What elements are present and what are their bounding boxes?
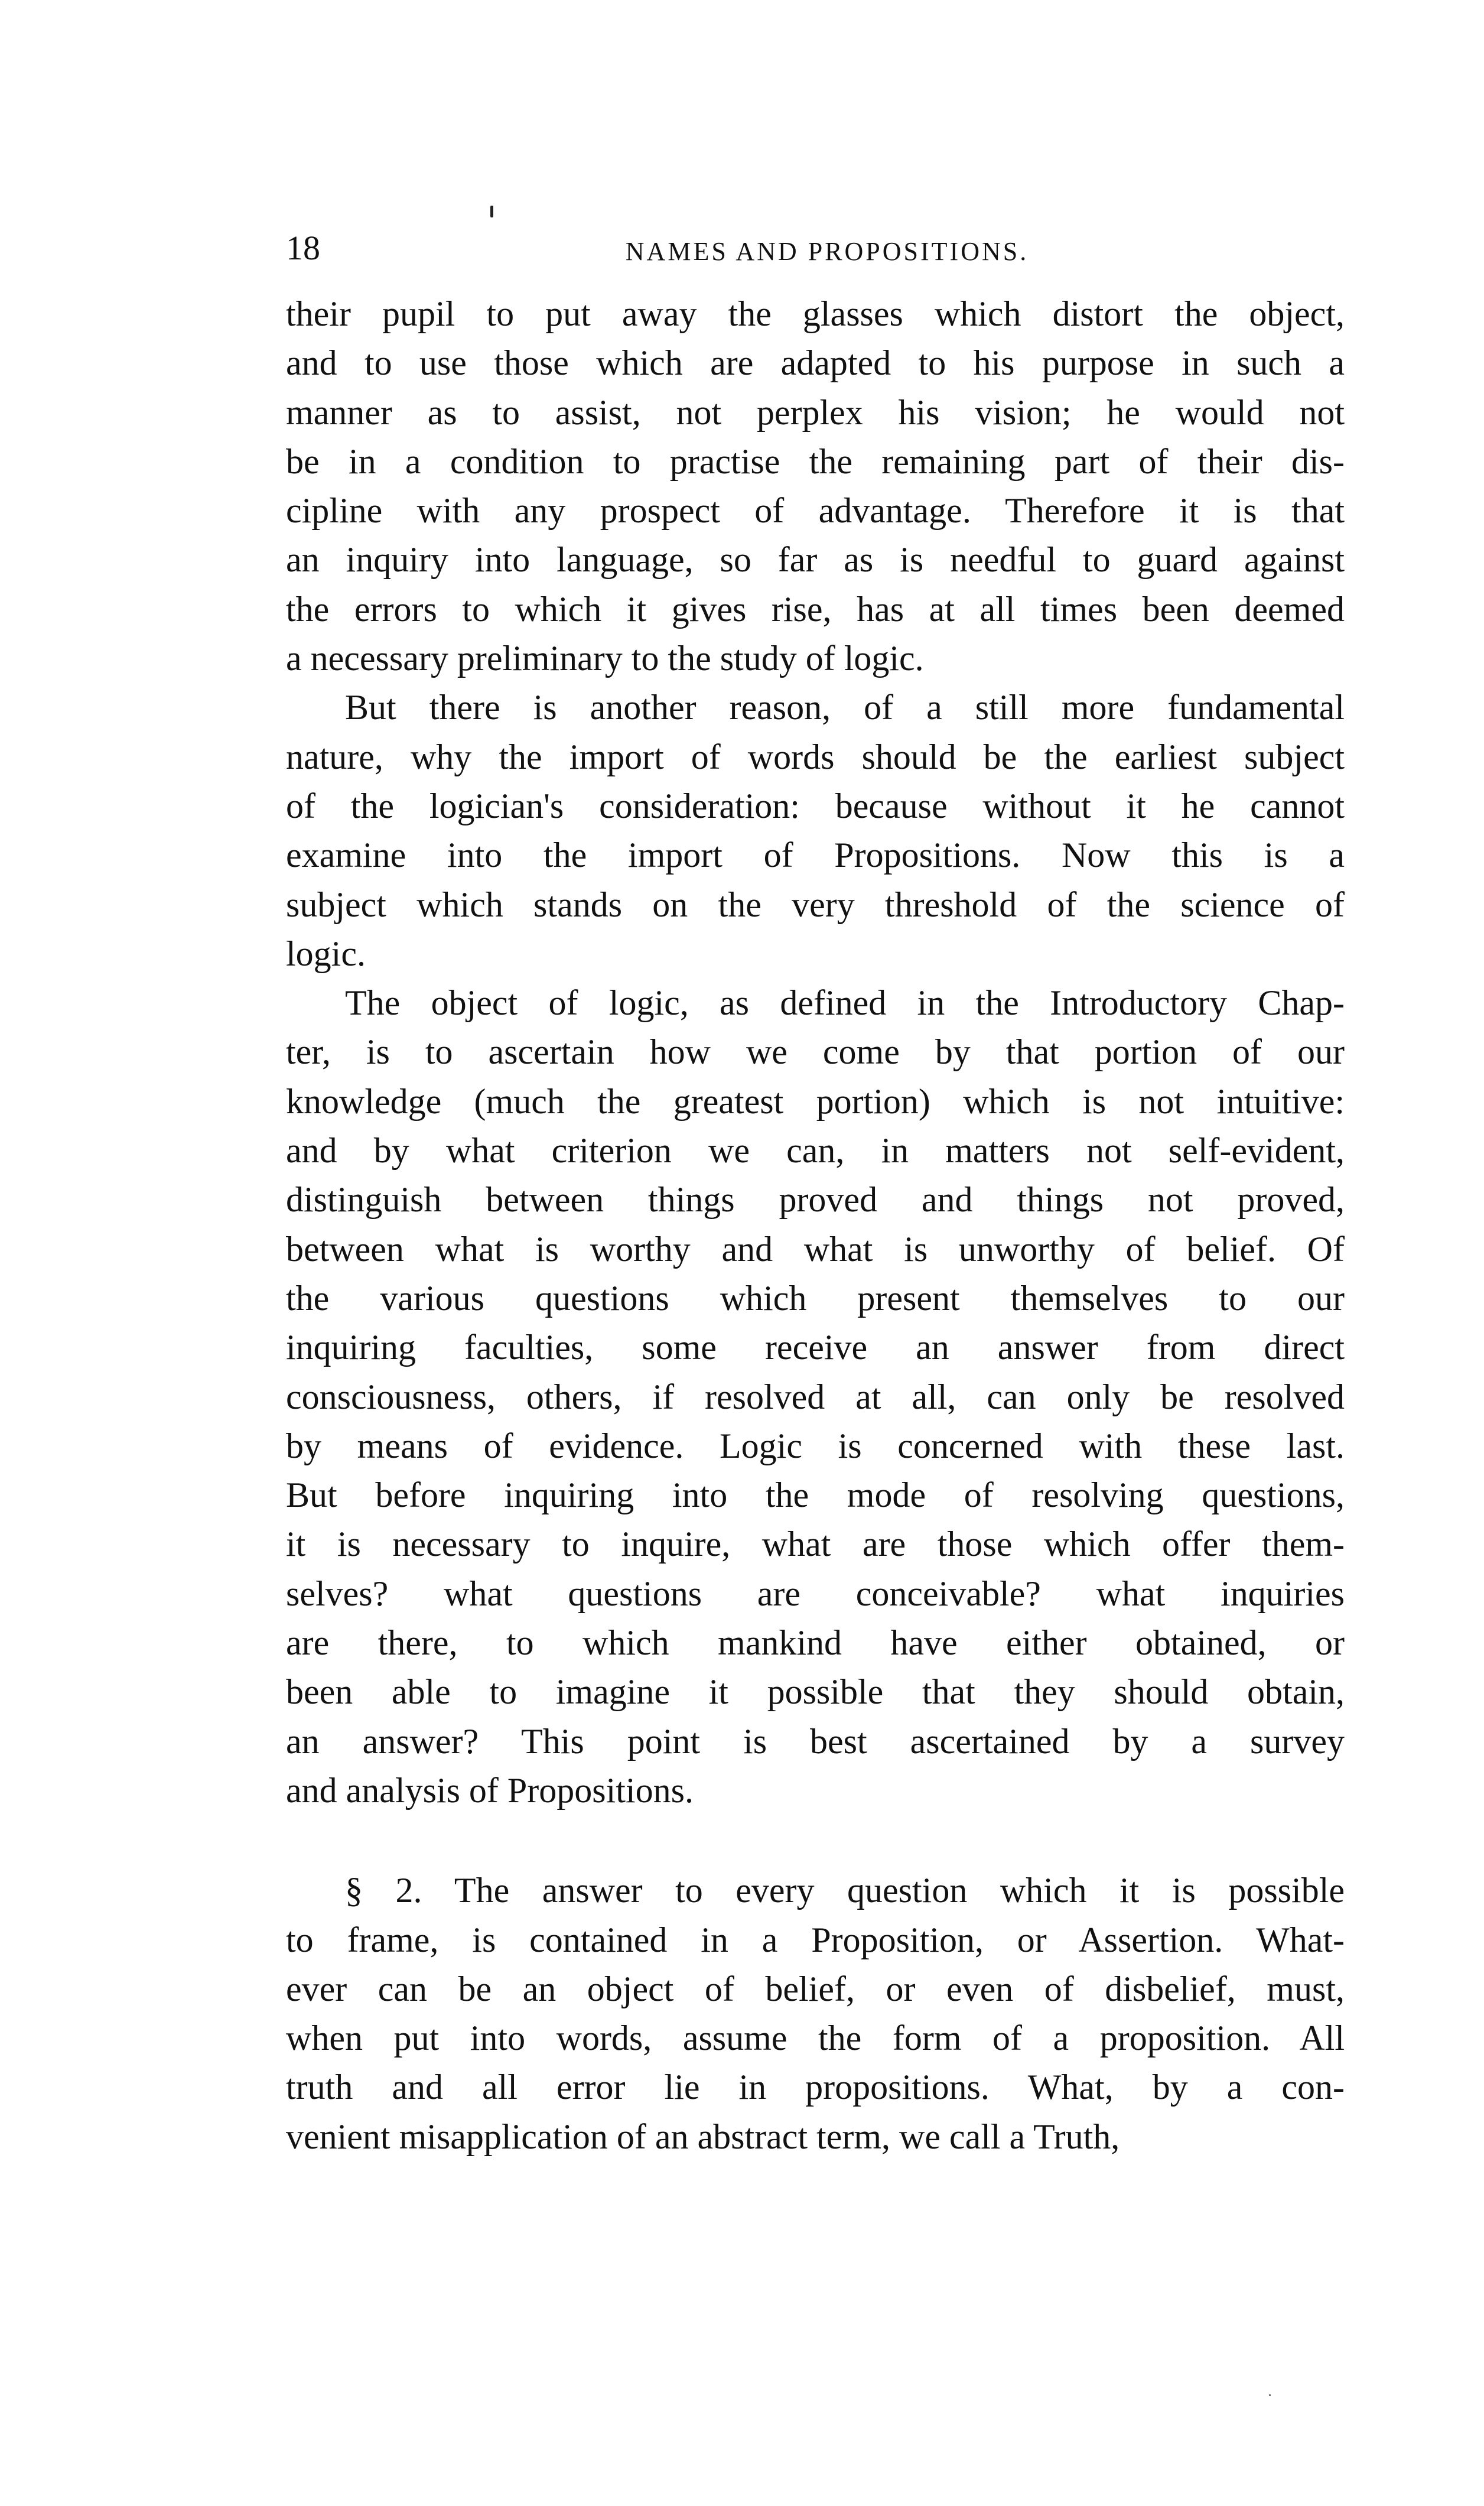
running-title: NAMES AND PROPOSITIONS. (625, 237, 1029, 266)
text-line: and analysis of Propositions. (286, 1770, 694, 1810)
text-line: consciousness, others, if resolved at all, can only be resolved (286, 1377, 1345, 1416)
text-line: to frame, is contained in a Proposition, or Assertion. What- (286, 1920, 1345, 1959)
text-line: knowledge (much the greatest portion) which is not intuitive: (286, 1081, 1345, 1121)
text-line: of the logician's consideration: because without it he cannot (286, 786, 1345, 825)
text-line: by means of evidence. Logic is concerned with these last. (286, 1426, 1345, 1465)
text-line: examine into the import of Propositions. Now this is a (286, 836, 1345, 875)
text-line: The object of logic, as defined in the Introductory Chap- (345, 983, 1345, 1023)
text-line: it is necessary to inquire, what are those which offer them- (286, 1525, 1345, 1564)
book-page (286, 225, 1345, 2162)
text-line: when put into words, assume the form of a proposition. All (286, 2019, 1345, 2058)
text-line: venient misapplication of an abstract term, we call a Truth, (286, 2117, 1120, 2156)
text-line: subject which stands on the very threshold of the science of (286, 885, 1345, 924)
page-number: 18 (286, 229, 320, 267)
paragraph (286, 1866, 1345, 2162)
text-line: logic. (286, 934, 366, 973)
text-line: be in a condition to practise the remaining part of their dis- (286, 441, 1345, 481)
text-line: between what is worthy and what is unworthy of belief. Of (286, 1229, 1345, 1269)
text-line: distinguish between things proved and things not proved, (286, 1180, 1345, 1220)
text-line: the various questions which present themselves to our (286, 1278, 1345, 1318)
text-line: truth and all error lie in propositions. What, by a con- (286, 2068, 1345, 2107)
text-line: are there, to which mankind have either obtained, or (286, 1623, 1345, 1663)
text-line: a necessary preliminary to the study of logic. (286, 639, 924, 678)
text-line: been able to imagine it possible that they should obtain, (286, 1672, 1345, 1712)
text-line: inquiring faculties, some receive an answer from direct (286, 1328, 1345, 1367)
text-line: But there is another reason, of a still more fundamental (345, 688, 1345, 727)
paragraph (286, 683, 1345, 979)
section-gap (286, 1815, 1345, 1866)
body-text (286, 290, 1345, 2162)
text-line: an answer? This point is best ascertained by a survey (286, 1721, 1345, 1761)
print-mark (490, 206, 493, 217)
text-line: the errors to which it gives rise, has at all times been deemed (286, 589, 1345, 629)
text-line: their pupil to put away the glasses which distort the object, (286, 294, 1345, 333)
page-header (286, 225, 1345, 290)
text-line: manner as to assist, not perplex his vision; he would not (286, 392, 1345, 432)
text-line: and by what criterion we can, in matters not self-evident, (286, 1131, 1345, 1171)
text-line: ter, is to ascertain how we come by that portion of our (286, 1032, 1345, 1072)
scan-speck (1269, 2394, 1271, 2396)
text-line: and to use those which are adapted to his purpose in such a (286, 343, 1345, 383)
paragraph (286, 979, 1345, 1815)
text-line: § 2. The answer to every question which it is possible (345, 1871, 1345, 1910)
text-line: ever can be an object of belief, or even of disbelief, must, (286, 1969, 1345, 2008)
text-line: nature, why the import of words should be the earliest subject (286, 737, 1345, 776)
text-line: But before inquiring into the mode of resolving questions, (286, 1475, 1345, 1515)
paragraph (286, 290, 1345, 683)
text-line: selves? what questions are conceivable? what inquiries (286, 1574, 1345, 1613)
text-line: an inquiry into language, so far as is needful to guard against (286, 540, 1345, 580)
text-line: cipline with any prospect of advantage. Therefore it is that (286, 491, 1345, 531)
